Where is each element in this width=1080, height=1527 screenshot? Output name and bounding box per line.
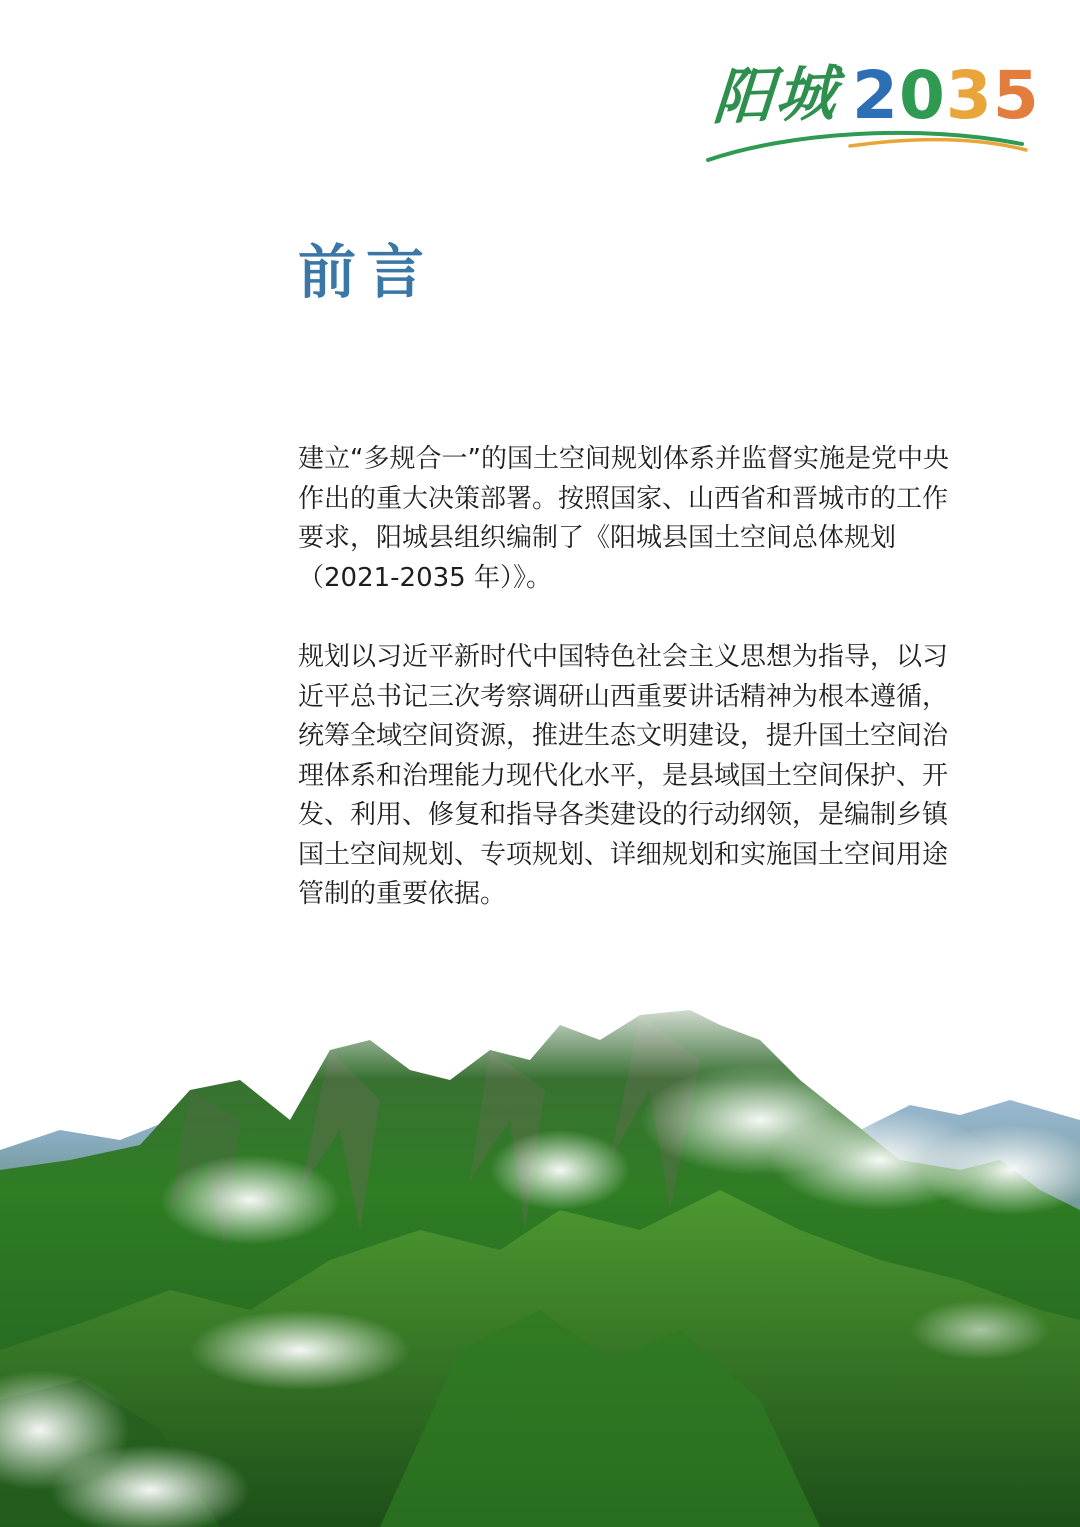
mountain-landscape-image xyxy=(0,930,1080,1527)
logo-digit: 2 xyxy=(852,57,899,134)
preface-body xyxy=(298,440,970,955)
paragraph: 规划以习近平新时代中国特色社会主义思想为指导，以习近平总书记三次考察调研山西重要讲话精神为根本遵循，统筹全域空间资源，推进生态文明建设，提升国土空间治理体系和治理能力现代化水平，是县域国土空间保护、开发、利用、修复和指导各类建设的行动纲领，是编制乡镇国土空间规划、专项规划、详细规划和实施国土空间用途管制的重要依据。 xyxy=(298,642,949,909)
logo-digit: 3 xyxy=(945,57,993,134)
logo-digit: 0 xyxy=(898,57,946,134)
logo-swoosh-icon xyxy=(700,120,1040,168)
yangcheng-2035-logo xyxy=(700,48,1040,168)
logo-chinese-text: 阳城 xyxy=(711,58,841,134)
paragraph: 建立“多规合一”的国土空间规划体系并监督实施是党中央作出的重大决策部署。按照国家、山西省和晋城市的工作要求，阳城县组织编制了《阳城县国土空间总体规划（2021-2035 年）》。 xyxy=(298,444,949,593)
page-title: 前言 xyxy=(298,238,435,306)
logo-digit: 5 xyxy=(992,57,1040,134)
